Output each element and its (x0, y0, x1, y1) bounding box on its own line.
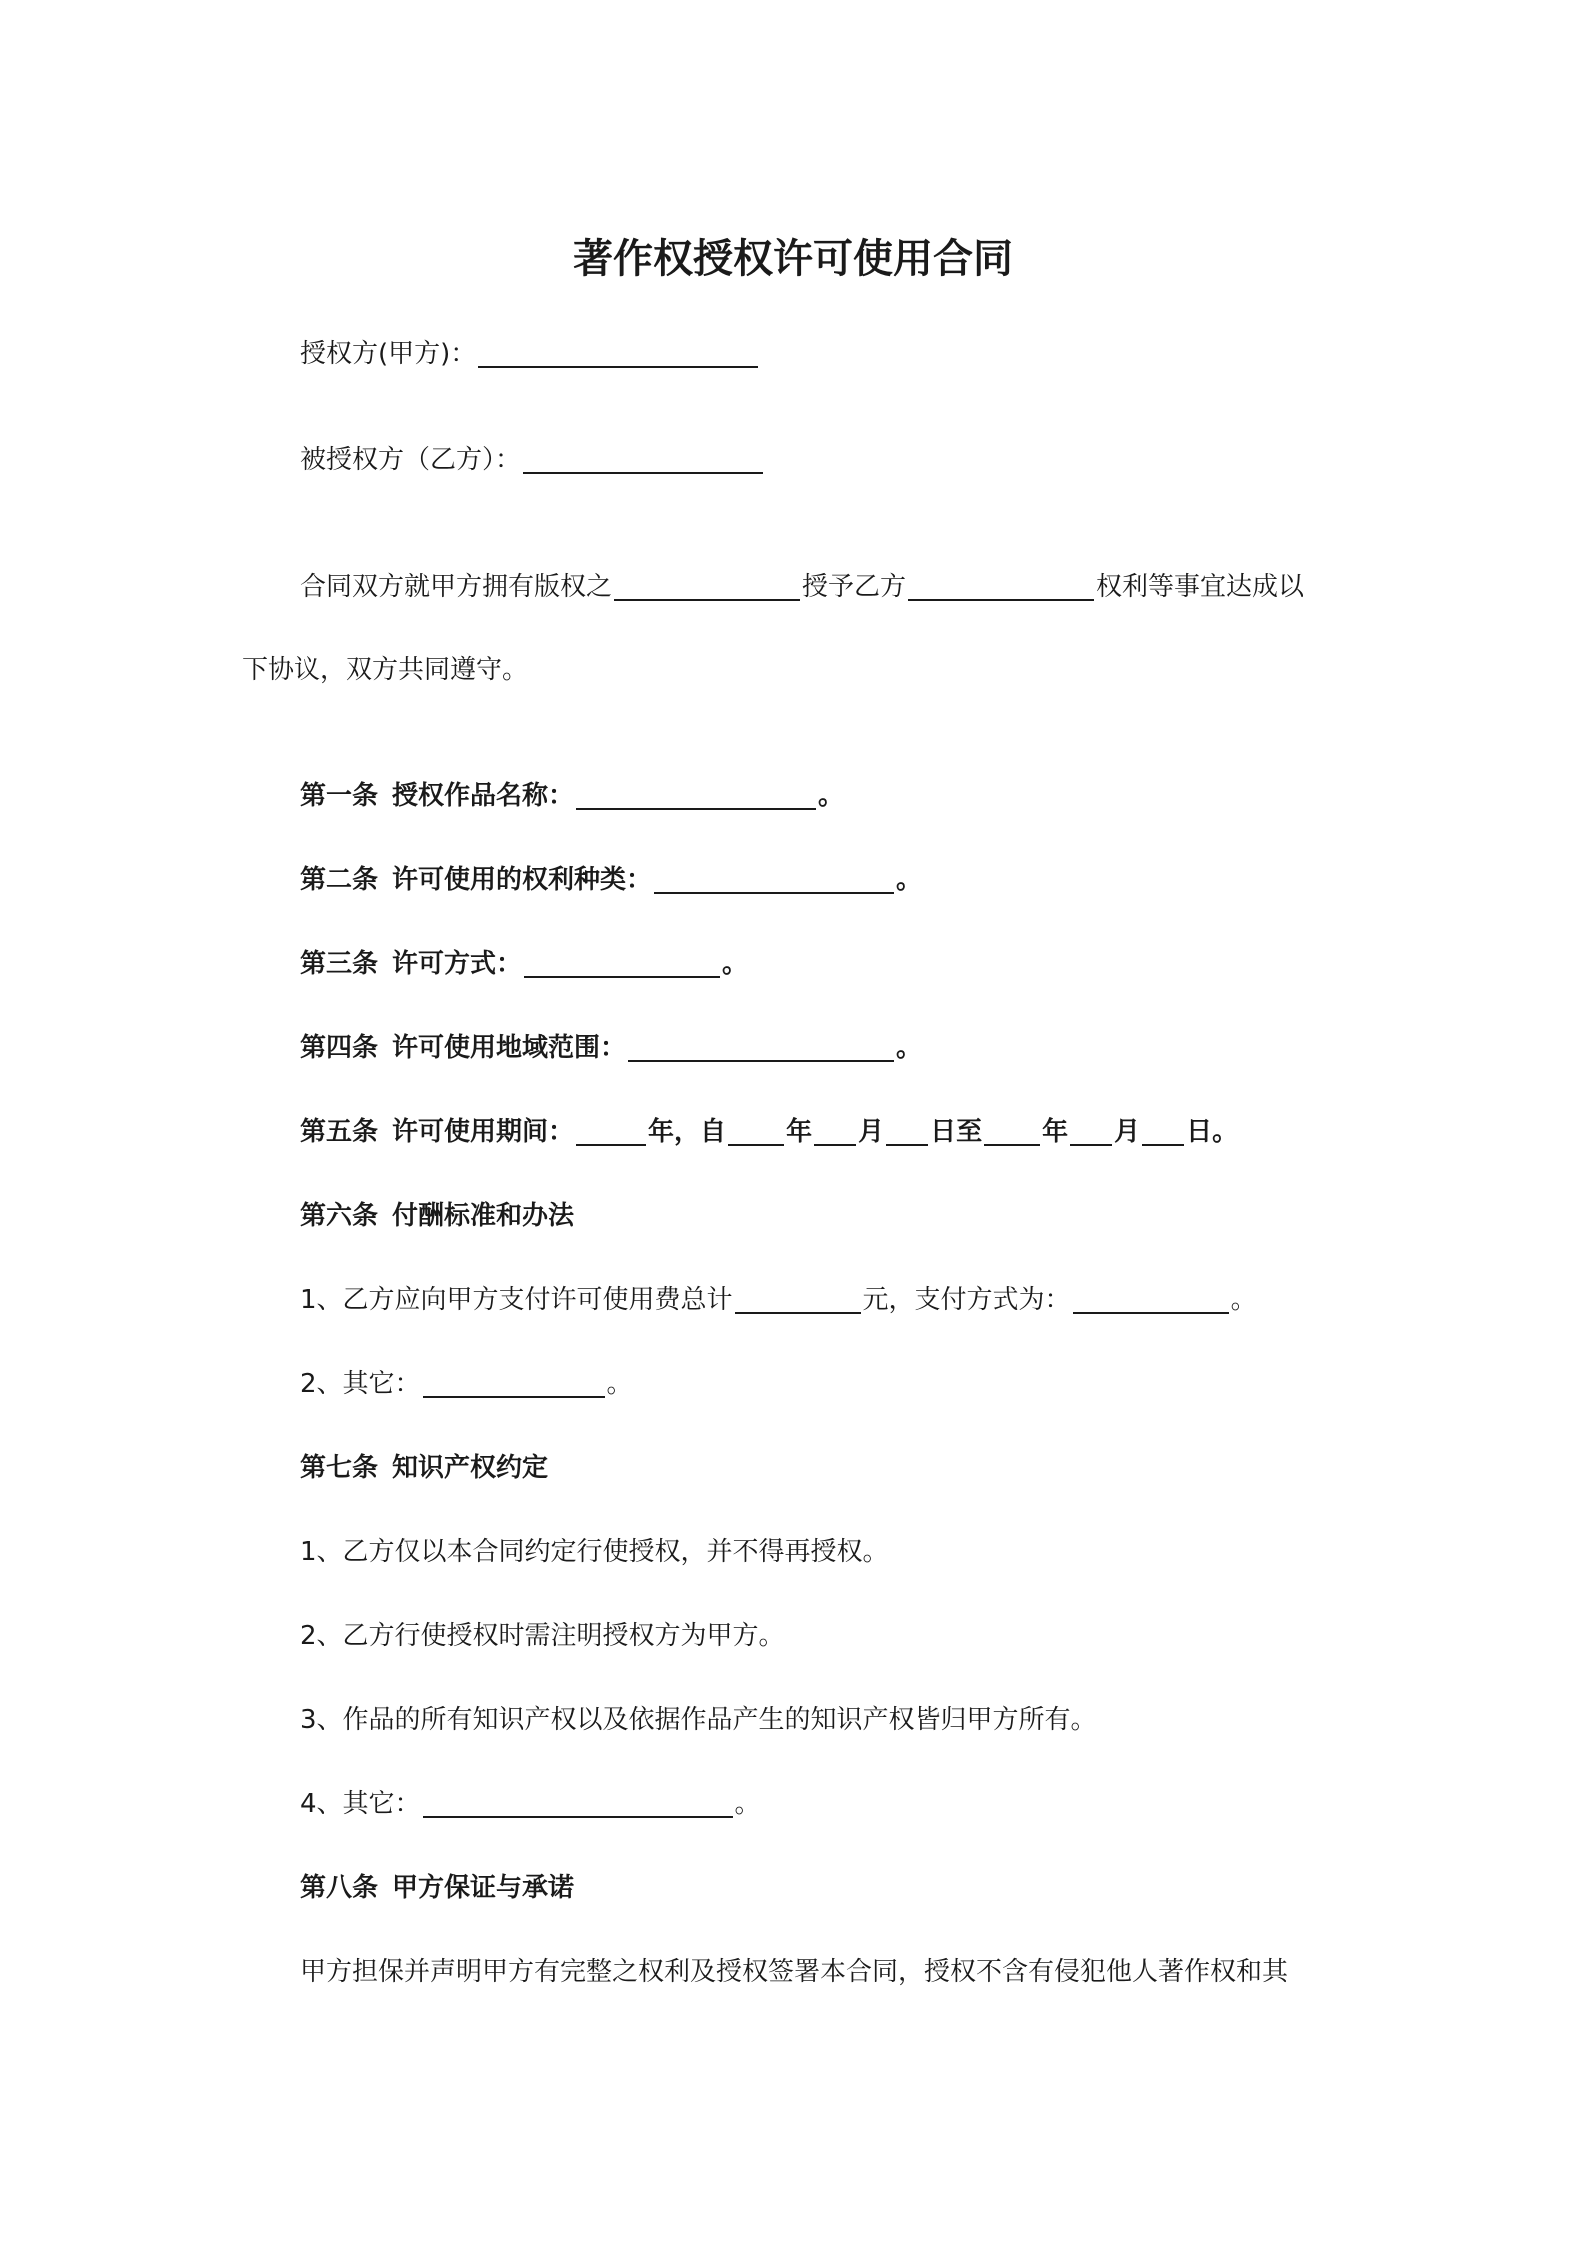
period: 。 (606, 1369, 633, 1399)
preamble-text-3: 权利等事宜达成以 (1096, 572, 1305, 602)
article-heading: 甲方保证与承诺 (392, 1873, 575, 1903)
article-2 (300, 860, 1354, 900)
article-heading: 许可方式： (392, 949, 523, 979)
preamble-text-4: 下协议，双方共同遵守。 (242, 655, 529, 685)
preamble-text-1: 合同双方就甲方拥有版权之 (300, 572, 613, 602)
month-unit: 月 (1114, 1117, 1141, 1147)
article-number: 第四条 (300, 1033, 379, 1063)
period: 。 (818, 781, 845, 811)
other-terms-blank[interactable] (423, 1366, 605, 1398)
party-a-line (300, 334, 1354, 374)
day-end-text: 日。 (1186, 1117, 1239, 1147)
article-7-clause-1 (300, 1532, 1354, 1572)
article-8 (300, 1868, 1354, 1908)
start-year-blank[interactable] (728, 1114, 784, 1146)
end-month-blank[interactable] (1070, 1114, 1112, 1146)
party-a-blank[interactable] (478, 336, 758, 368)
party-b-blank[interactable] (523, 442, 763, 474)
party-b-line (300, 440, 1354, 480)
party-a-label: 授权方(甲方)： (300, 339, 477, 369)
article-heading: 许可使用地域范围： (392, 1033, 627, 1063)
period: 。 (734, 1789, 761, 1819)
period: 。 (1230, 1285, 1257, 1315)
territory-blank[interactable] (628, 1030, 894, 1062)
article-1 (300, 776, 1354, 816)
clause-text: 元，支付方式为： (862, 1285, 1071, 1315)
article-6 (300, 1196, 1354, 1236)
clause-text: 2、其它： (300, 1369, 421, 1399)
year-unit: 年 (648, 1117, 675, 1147)
clause-text: 1、乙方应向甲方支付许可使用费总计 (300, 1285, 733, 1315)
preamble-line-2 (242, 650, 1354, 690)
license-mode-blank[interactable] (524, 946, 720, 978)
fee-amount-blank[interactable] (735, 1282, 861, 1314)
year-unit: 年 (1042, 1117, 1069, 1147)
end-year-blank[interactable] (984, 1114, 1040, 1146)
article-number: 第五条 (300, 1117, 379, 1147)
rights-type-blank[interactable] (654, 862, 894, 894)
article-7 (300, 1448, 1354, 1488)
article-number: 第三条 (300, 949, 379, 979)
article-8-paragraph (300, 1952, 1354, 1992)
article-number: 第一条 (300, 781, 379, 811)
article-5 (300, 1112, 1354, 1152)
article-6-clause-1 (300, 1280, 1354, 1320)
payment-method-blank[interactable] (1073, 1282, 1229, 1314)
start-day-blank[interactable] (886, 1114, 928, 1146)
from-text: ，自 (674, 1117, 727, 1147)
day-to-text: 日至 (930, 1117, 983, 1147)
article-heading: 知识产权约定 (392, 1453, 549, 1483)
party-b-label: 被授权方（乙方）： (300, 445, 522, 475)
preamble-line-1 (300, 567, 1354, 607)
clause-text: 2、乙方行使授权时需注明授权方为甲方。 (300, 1621, 785, 1651)
work-name-blank[interactable] (576, 778, 816, 810)
article-number: 第七条 (300, 1453, 379, 1483)
article-heading: 付酬标准和办法 (392, 1201, 575, 1231)
article-number: 第二条 (300, 865, 379, 895)
year-unit: 年 (786, 1117, 813, 1147)
article-7-clause-2 (300, 1616, 1354, 1656)
period: 。 (896, 865, 923, 895)
preamble-work-blank[interactable] (614, 569, 800, 601)
article-number: 第八条 (300, 1873, 379, 1903)
article-7-clause-3 (300, 1700, 1354, 1740)
ip-other-blank[interactable] (423, 1786, 733, 1818)
article-heading: 许可使用期间： (392, 1117, 575, 1147)
article-heading: 许可使用的权利种类： (392, 865, 653, 895)
month-unit: 月 (858, 1117, 885, 1147)
contract-title: 著作权授权许可使用合同 (573, 236, 1013, 282)
clause-text: 1、乙方仅以本合同约定行使授权，并不得再授权。 (300, 1537, 889, 1567)
clause-text: 3、作品的所有知识产权以及依据作品产生的知识产权皆归甲方所有。 (300, 1705, 1097, 1735)
clause-text: 甲方担保并声明甲方有完整之权利及授权签署本合同，授权不含有侵犯他人著作权和其 (300, 1957, 1289, 1987)
start-month-blank[interactable] (814, 1114, 856, 1146)
period: 。 (896, 1033, 923, 1063)
years-blank[interactable] (576, 1114, 646, 1146)
preamble-text-2: 授予乙方 (802, 572, 907, 602)
article-heading: 授权作品名称： (392, 781, 575, 811)
preamble-rights-blank[interactable] (908, 569, 1094, 601)
article-6-clause-2 (300, 1364, 1354, 1404)
end-day-blank[interactable] (1142, 1114, 1184, 1146)
article-4 (300, 1028, 1354, 1068)
article-3 (300, 944, 1354, 984)
article-number: 第六条 (300, 1201, 379, 1231)
article-7-clause-4 (300, 1784, 1354, 1824)
period: 。 (722, 949, 749, 979)
clause-text: 4、其它： (300, 1789, 421, 1819)
